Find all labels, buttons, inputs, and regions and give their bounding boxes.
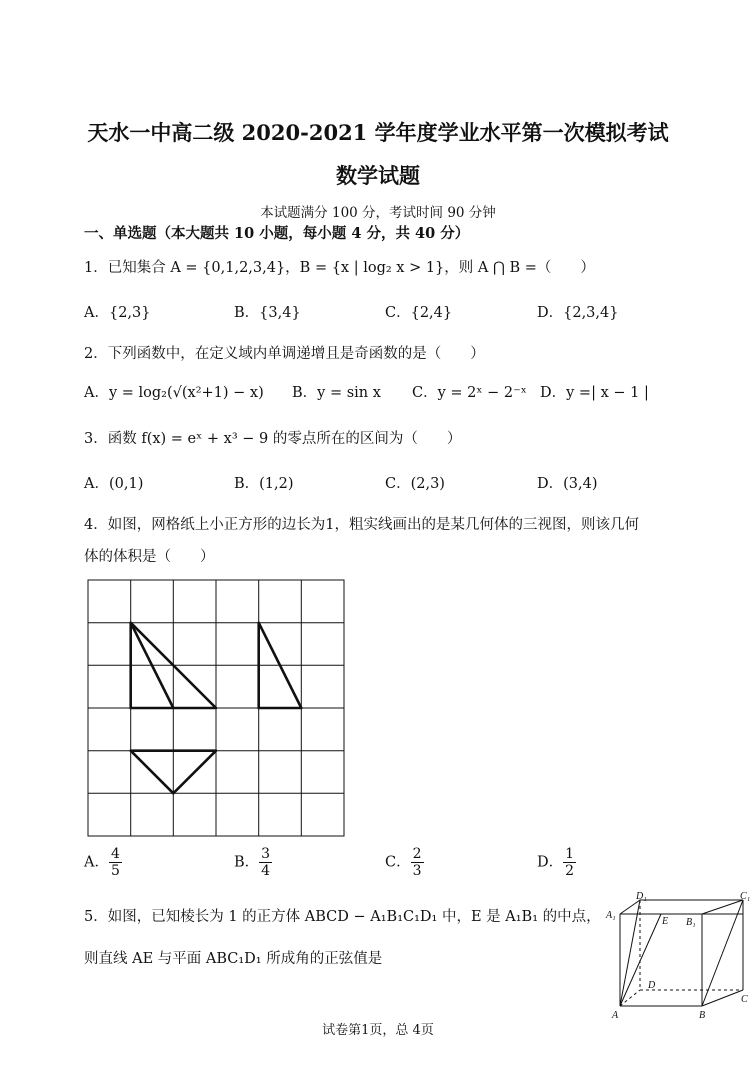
label-B1: B₁ [686,917,696,928]
exam-title: 天水一中高二级 2020-2021 学年度学业水平第一次模拟考试 [87,120,669,145]
line-AD1 [620,900,640,1006]
three-view-grid-figure [86,578,346,838]
cube-figure [600,890,750,1020]
hidden-edges [620,900,743,1006]
question-3-option-a: A．(0,1) [84,476,144,492]
label-A1: A₁ [606,910,616,921]
question-2-option-d: D．y =| x − 1 | [540,385,649,401]
label-B: B [699,1010,706,1020]
label-D1: D₁ [636,891,647,902]
label-C: C [741,994,748,1005]
question-2-stem: 2．下列函数中，在定义域内单调递增且是奇函数的是（ ） [84,346,485,362]
question-1-stem: 1．已知集合 A = {0,1,2,3,4}，B = {x | log₂ x > 1}，则 A ⋂ B =（ ） [84,260,595,276]
question-1-option-b: B．{3,4} [234,305,301,321]
question-4-option-c: C． $\frac{2}{3}$ [385,846,422,879]
question-5-stem-line2: 则直线 AE 与平面 ABC₁D₁ 所成角的正弦值是 [84,951,383,967]
question-3-option-b: B．(1,2) [234,476,294,492]
question-4-option-b: B． $\frac{3}{4}$ [234,846,271,879]
label-D: D [648,980,656,991]
question-2-option-c: C．y = 2ˣ − 2⁻ˣ [412,385,527,401]
page-footer: 试卷第1页，总 4页 [322,1023,434,1038]
section-heading: 一、单选题（本大题共 10 小题，每小题 4 分，共 40 分） [84,225,470,242]
question-3-option-c: C．(2,3) [385,476,445,492]
exam-info: 本试题满分 100 分，考试时间 90 分钟 [260,205,496,221]
question-4-stem-line2: 体的体积是（ ） [84,549,215,565]
question-4-option-d: D． $\frac{1}{2}$ [537,846,575,879]
question-3-option-d: D．(3,4) [537,476,598,492]
question-2-option-a: A．y = log₂(√(x²+1) − x) [84,385,264,401]
question-2-option-b: B．y = sin x [292,385,381,401]
question-4-option-a: A． $\frac{4}{5}$ [84,846,120,879]
label-E: E [662,916,669,927]
question-3-stem: 3．函数 f(x) = eˣ + x³ − 9 的零点所在的区间为（ ） [84,431,462,447]
label-A: A [612,1010,619,1020]
question-1-option-c: C．{2,4} [385,305,453,321]
question-1-option-a: A．{2,3} [84,305,151,321]
exam-subtitle: 数学试题 [336,163,420,188]
label-C1: C₁ [740,891,750,902]
question-4-stem-line1: 4．如图，网格纸上小正方形的边长为1，粗实线画出的是某几何体的三视图，则该几何 [84,517,639,533]
question-5-stem-line1: 5．如图，已知棱长为 1 的正方体 ABCD − A₁B₁C₁D₁ 中，E 是 A₁B₁ 的中点， [84,909,601,925]
question-1-option-d: D．{2,3,4} [537,305,619,321]
